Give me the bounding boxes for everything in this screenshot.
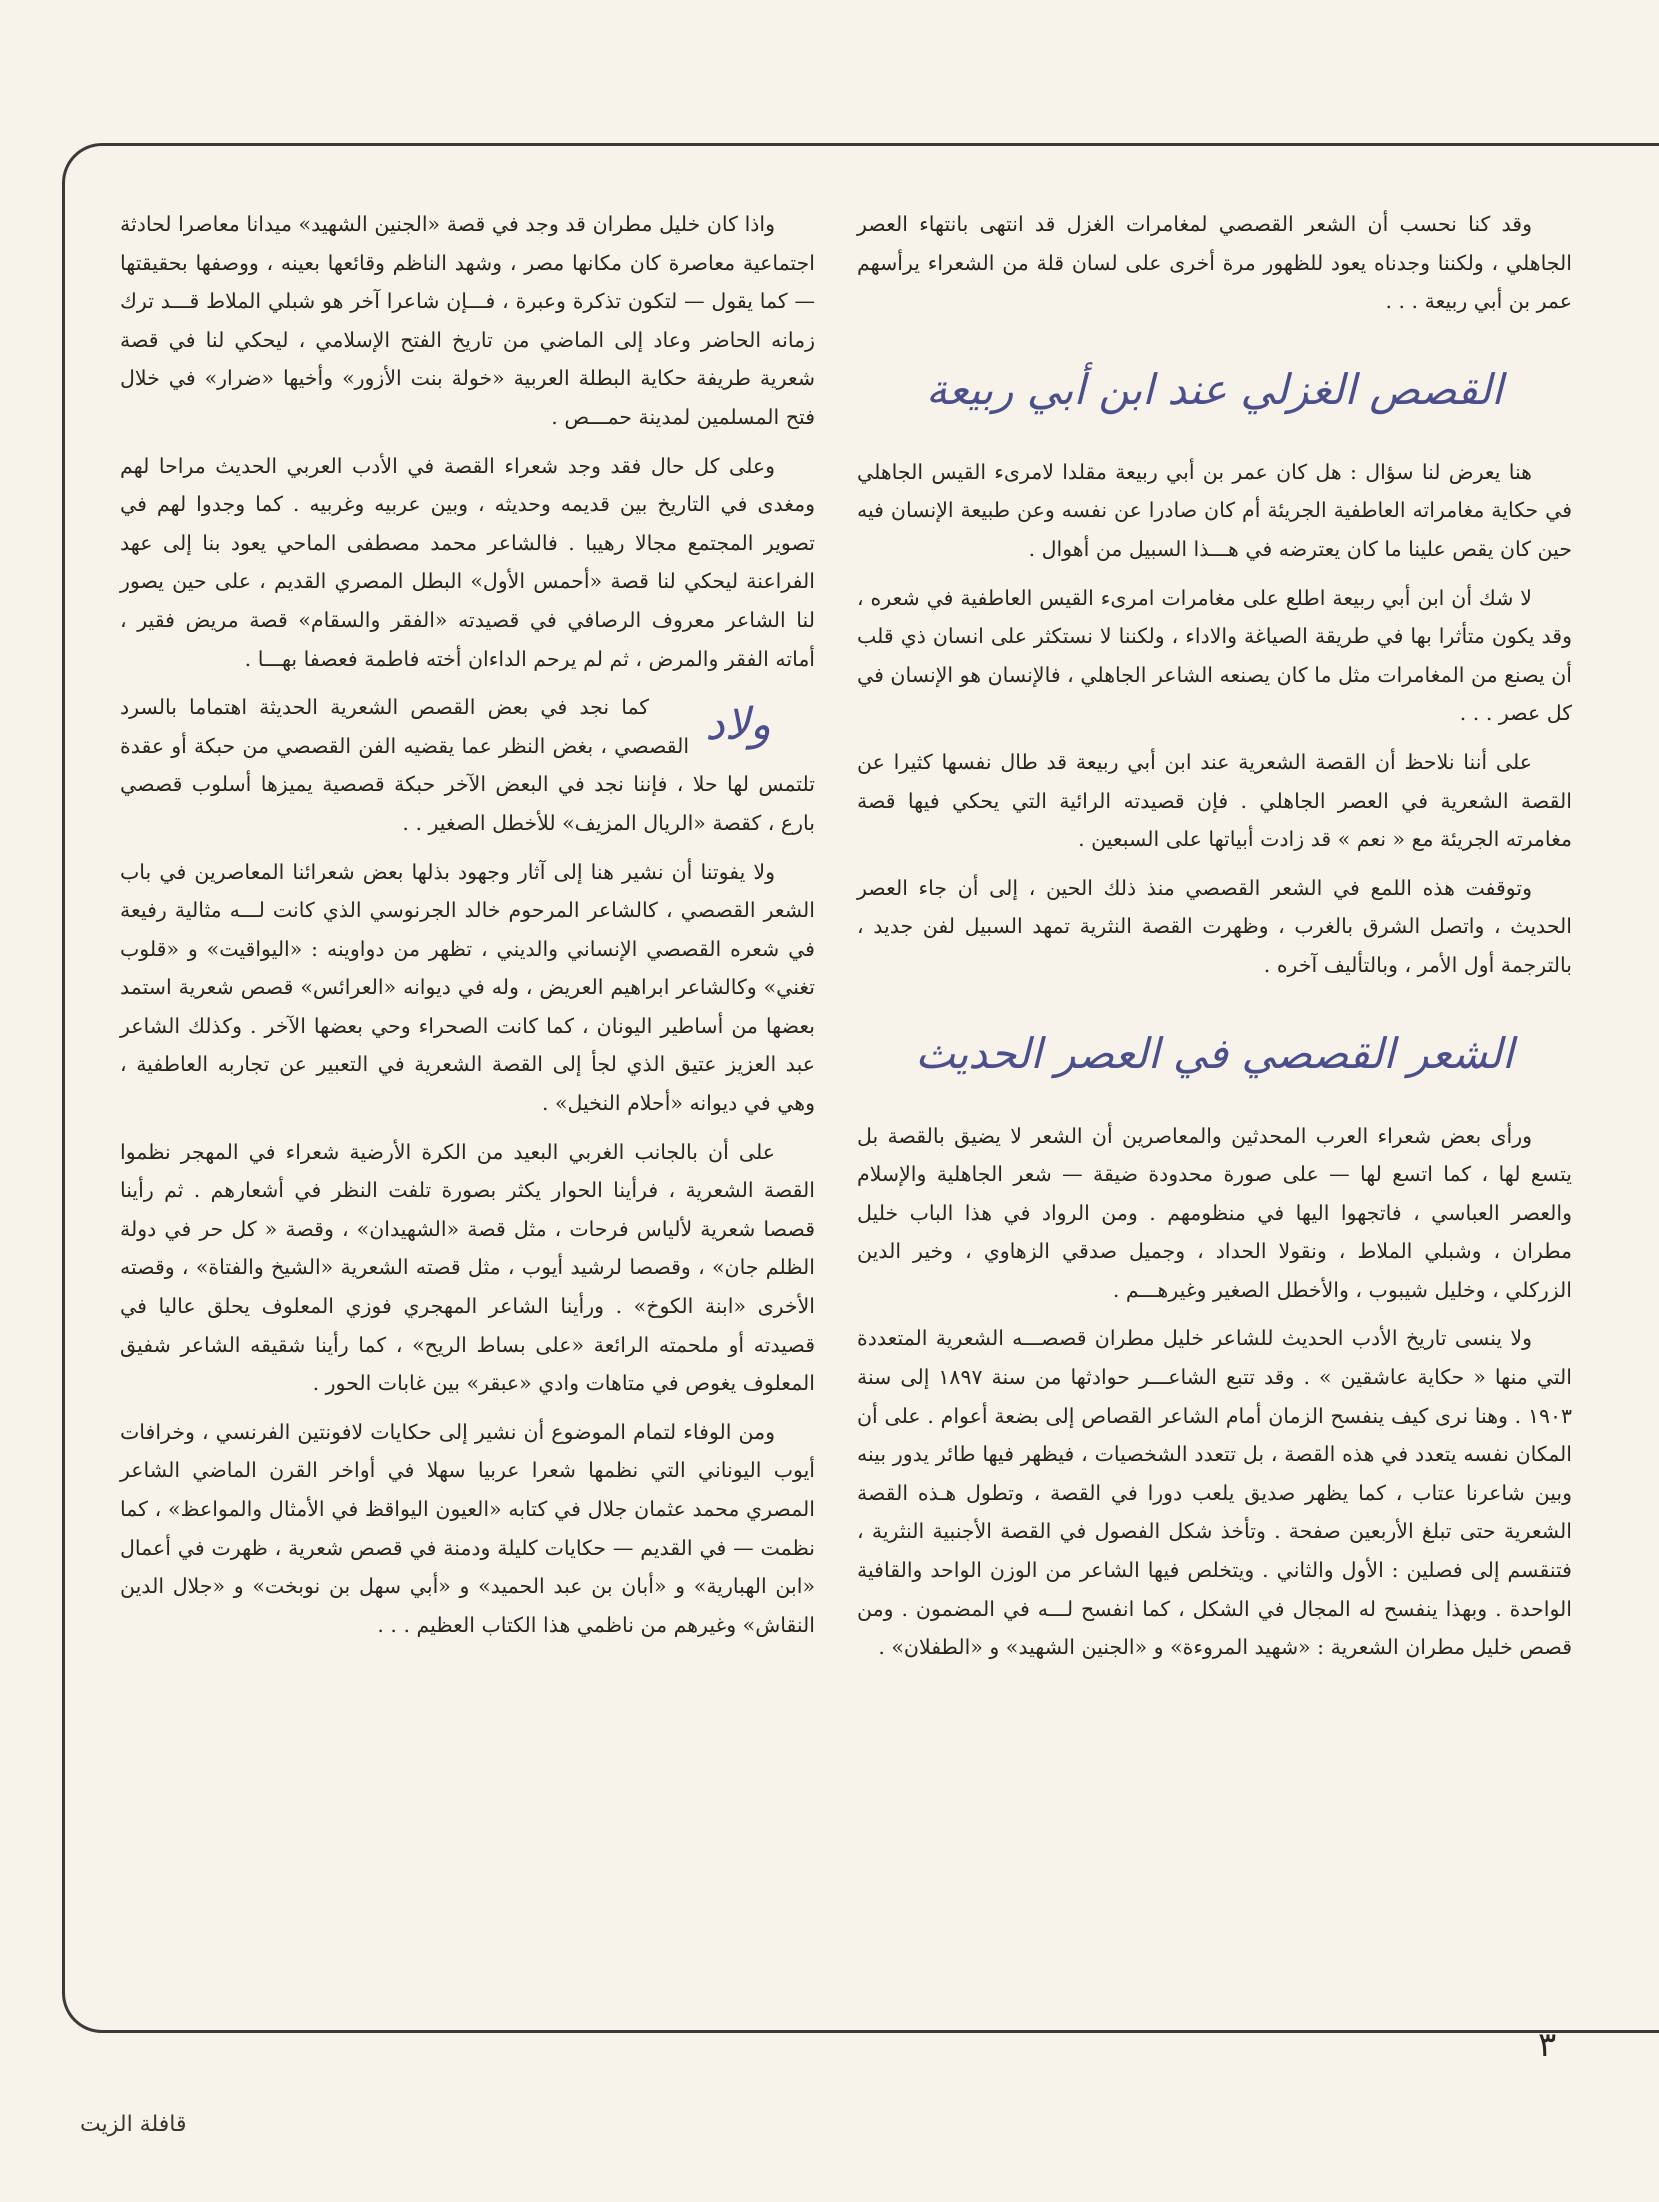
paragraph: هنا يعرض لنا سؤال : هل كان عمر بن أبي ربيعة مقلدا لامرىء القيس الجاهلي في حكاية مغامراته العاطفية الجريئة أم كان صادرا عن نفسه وعن طبيعة الإنسان فيه حين كان يقص علينا ما كان يعترضه في هـــذا السبيل من أهوال . xyxy=(857,459,1572,561)
paragraph: على أن بالجانب الغربي البعيد من الكرة الأرضية شعراء في المهجر نظموا القصة الشعرية ، فرأينا الحوار يكثر بصورة تلفت النظر في أشعارهم . ثم رأينا قصصا شعرية لألياس فرحات ، مثل قصة «الشهيدان» ، وقصة « كل حر في دولة الظلم جان» ، وقصصا لرشيد أيوب ، مثل قصته الشعرية «الشيخ والفتاة» ، وقصته الأخرى «ابنة الكوخ» . ورأينا الشاعر المهجري فوزي المعلوف يحلق عاليا في قصيدته أو ملحمته الرائعة «على بساط الريح» ، كما رأينا شقيقه الشاعر شفيق المعلوف يغوص في متاهات وادي «عبقر» بين غابات الحور . xyxy=(120,1139,815,1396)
paragraph xyxy=(120,688,815,842)
paragraph: ولا ينسى تاريخ الأدب الحديث للشاعر خليل مطران قصصـــه الشعرية المتعددة التي منها « حكاية عاشقين » . وقد تتبع الشاعـــر حوادثها من سنة ١٨٩٧ إلى سنة ١٩٠٣ . وهنا نرى كيف ينفسح الزمان أمام الشاعر القصاص إلى بضعة أعوام . على أن المكان نفسه يتعدد في هذه القصة ، بل تتعدد الشخصيات ، فيظهر فيها طائر يدور بينه وبين شاعرنا عتاب ، كما يظهر صديق يلعب دورا في القصة ، وتطول هـذه القصة الشعرية حتى تبلغ الأربعين صفحة . وتأخذ شكل الفصول في القصة الأجنبية النثرية ، فتنقسم إلى فصلين : الأول والثاني . ويتخلص فيها الشاعر من الوزن الواحد والقافية الواحدة . وبهذا ينفسح له المجال في الشكل ، كما انفسح لـــه في المضمون . ومن قصص خليل مطران الشعرية : «شهيد المروءة» و «الجنين الشهيد» و «الطفلان» . xyxy=(857,1326,1572,1660)
right-column xyxy=(857,205,1572,1677)
paragraph: وعلى كل حال فقد وجد شعراء القصة في الأدب العربي الحديث مراحا لهم ومغدى في التاريخ بين قديمه وحديثه ، وبين عربيه وغربيه . كما وجدوا لهم في تصوير المجتمع مجالا رهيبا . فالشاعر محمد مصطفى الماحي يعود بنا إلى عهد الفراعنة ليحكي لنا قصة «أحمس الأول» البطل المصري القديم ، على حين يصور لنا الشاعر معروف الرصافي في قصيدته «الفقر والسقام» قصة مريض فقير ، أماته الفقر والمرض ، ثم لم يرحم الداءان أخته فاطمة فعصفا بهـــا . xyxy=(120,453,815,671)
paragraph: على أننا نلاحظ أن القصة الشعرية عند ابن أبي ربيعة قد طال نفسها كثيرا عن القصة الشعرية في العصر الجاهلي . فإن قصيدته الرائية التي يحكي فيها قصة مغامرته الجريئة مع « نعم » قد زادت أبياتها على السبعين . xyxy=(857,749,1572,852)
paragraph: ورأى بعض شعراء العرب المحدثين والمعاصرين أن الشعر لا يضيق بالقصة بل يتسع لها ، كما اتسع لها — على صورة محدودة ضيقة — شعر الجاهلية والإسلام والعصر العباسي ، فاتجهوا اليها في منظومهم . ومن الرواد في هذا الباب خليل مطران ، وشبلي الملاط ، ونقولا الحداد ، وجميل صدقي الزهاوي ، وخير الدين الزركلي ، وخليل شيبوب ، والأخطل الصغير وغيرهـــم . xyxy=(857,1123,1572,1302)
paragraph: لا شك أن ابن أبي ربيعة اطلع على مغامرات امرىء القيس العاطفية في شعره ، وقد يكون متأثرا بها في طريقة الصياغة والاداء ، ولكننا لا نستكثر على انسان ذي قلب أن يصنع من المغامرات مثل ما كان يصنعه الشاعر الجاهلي ، فالإنسان هو الإنسان في كل عصر . . . xyxy=(857,585,1572,726)
magazine-name: قافلة الزيت xyxy=(80,2112,187,2137)
paragraph: واذا كان خليل مطران قد وجد في قصة «الجنين الشهيد» ميدانا معاصرا لحادثة اجتماعية معاصرة كان مكانها مصر ، وشهد الناظم وقائعها بعينه ، ووصفها بحقيقتها — كما يقول — لتكون تذكرة وعبرة ، فـــإن شاعرا آخر هو شبلي الملاط قـــد ترك زمانه الحاضر وعاد إلى الماضي من تاريخ الفتح الإسلامي ، ليحكي لنا في قصة شعرية طريفة حكاية البطلة العربية «خولة بنت الأزور» وأخيها «ضرار» في خلال فتح المسلمين لمدينة حمـــص . xyxy=(120,212,815,429)
paragraph: ولا يفوتنا أن نشير هنا إلى آثار وجهود بذلها بعض شعرائنا المعاصرين في باب الشعر القصصي ، كالشاعر المرحوم خالد الجرنوسي الذي كانت لـــه مثالية رفيعة في شعره القصصي الإنساني والديني ، تظهر من دواوينه : «اليواقيت» و «قلوب تغني» وكالشاعر ابراهيم العريض ، وله في ديوانه «العرائس» قصص شعرية استمد بعضها من أساطير اليونان ، كما كانت الصحراء وحي بعضها الآخر . وكذلك الشاعر عبد العزيز عتيق الذي لجأ إلى القصة الشعرية في التعبير عن تجاربه العاطفية ، وهي في ديوانه «أحلام النخيل» . xyxy=(120,859,815,1116)
paragraph: وتوقفت هذه اللمع في الشعر القصصي منذ ذلك الحين ، إلى أن جاء العصر الحديث ، واتصل الشرق بالغرب ، وظهرت القصة النثرية تمهد السبيل لفن جديد ، بالترجمة أول الأمر ، وبالتأليف آخره . xyxy=(857,875,1572,977)
section-heading-umar-ibn-abi-rabia: القصص الغزلي عند ابن أبي ربيعة xyxy=(926,364,1503,414)
paragraph: وقد كنا نحسب أن الشعر القصصي لمغامرات الغزل قد انتهى بانتهاء العصر الجاهلي ، ولكننا وجدناه يعود للظهور مرة أخرى على لسان قلة من الشعراء يرأسهم عمر بن أبي ربيعة . . . xyxy=(857,212,1572,314)
paragraph-text: كما نجد في بعض القصص الشعرية الحديثة اهتماما بالسرد القصصي ، بغض النظر عما يقضيه الفن القصصي من حبكة أو عقدة تلتمس لها حلا ، فإننا نجد في البعض الآخر حبكة قصصية يميزها أسلوب قصصي بارع ، كقصة «الريال المزيف» للأخطل الصغير . . xyxy=(120,695,815,835)
left-column xyxy=(120,205,815,1654)
paragraph: ومن الوفاء لتمام الموضوع أن نشير إلى حكايات لافونتين الفرنسي ، وخرافات أيوب اليوناني التي نظمها شعرا عربيا سهلا في أواخر القرن الماضي الشاعر المصري محمد عثمان جلال في كتابه «العيون اليواقظ في الأمثال والمواعظ» ، كما نظمت — في القديم — حكايات كليلة ودمنة في قصص شعرية ، ظهرت في أعمال «ابن الهبارية» و «أبان بن عبد الحميد» و «أبي سهل بن نوبخت» و «جلال الدين النقاش» وغيرهم من ناظمي هذا الكتاب العظيم . . . xyxy=(120,1419,815,1637)
section-heading-modern-era: الشعر القصصي في العصر الحديث xyxy=(915,1028,1514,1078)
inline-heading: ولاد xyxy=(705,699,771,751)
page-number: ٣ xyxy=(1538,2025,1557,2065)
